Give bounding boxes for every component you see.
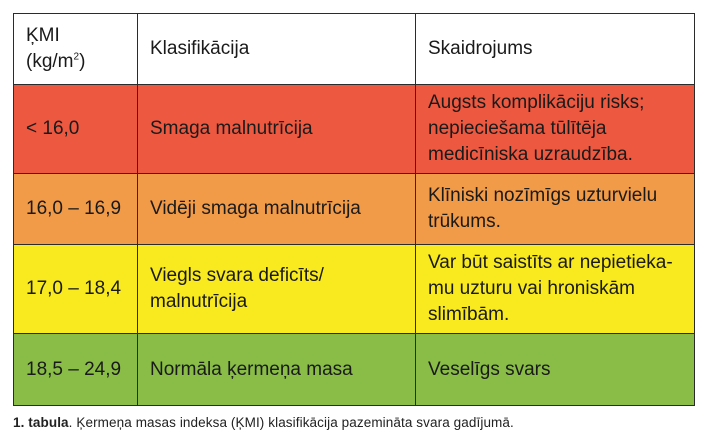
header-bmi: [14, 14, 138, 85]
cell-classification: [138, 245, 416, 334]
classification-line: Viegls svara deficīts/: [150, 265, 324, 286]
explanation-line: medicīniska uzraudzība.: [428, 144, 633, 165]
explanation-line: Var būt saistīts ar nepietieka-: [428, 252, 673, 273]
explanation-line: nepieciešama tūlītēja: [428, 118, 607, 139]
caption-label: 1. tabula: [13, 415, 69, 430]
cell-explanation: [416, 245, 695, 334]
caption-text: . Ķermeņa masas indeksa (ĶMI) klasifikācija pazemināta svara gadījumā.: [68, 415, 514, 430]
header-classification: Klasifikācija: [138, 14, 416, 85]
table-row: [14, 174, 695, 245]
bmi-classification-table-wrapper: [13, 13, 694, 406]
cell-classification: Smaga malnutrīcija: [138, 85, 416, 174]
table-row: [14, 334, 695, 406]
table-caption: [13, 415, 514, 430]
explanation-line: slimībām.: [428, 304, 510, 325]
header-bmi-line1: ĶMI: [26, 25, 60, 46]
cell-range: < 16,0: [14, 85, 138, 174]
table-header-row: [14, 14, 695, 85]
explanation-line: trūkums.: [428, 211, 501, 232]
table-row: [14, 245, 695, 334]
header-bmi-unit-sup: 2: [73, 51, 80, 63]
cell-range: 18,5 – 24,9: [14, 334, 138, 406]
bmi-classification-table: [13, 13, 695, 406]
table-row: [14, 85, 695, 174]
cell-classification: Vidēji smaga malnutrīcija: [138, 174, 416, 245]
cell-classification: Normāla ķermeņa masa: [138, 334, 416, 406]
header-bmi-unit: [26, 49, 137, 75]
header-bmi-unit-pre: (kg/m: [26, 51, 74, 72]
cell-explanation: [416, 174, 695, 245]
cell-range: 17,0 – 18,4: [14, 245, 138, 334]
explanation-line: Veselīgs svars: [428, 358, 551, 380]
explanation-line: mu uzturu vai hroniskām: [428, 278, 635, 299]
cell-range: 16,0 – 16,9: [14, 174, 138, 245]
cell-explanation: [416, 85, 695, 174]
header-explanation: Skaidrojums: [416, 14, 695, 85]
explanation-line: Klīniski nozīmīgs uzturvielu: [428, 185, 658, 206]
explanation-line: Augsts komplikāciju risks;: [428, 92, 645, 113]
cell-explanation: [416, 334, 695, 406]
classification-line: malnutrīcija: [150, 291, 248, 312]
header-bmi-unit-post: ): [79, 51, 86, 72]
